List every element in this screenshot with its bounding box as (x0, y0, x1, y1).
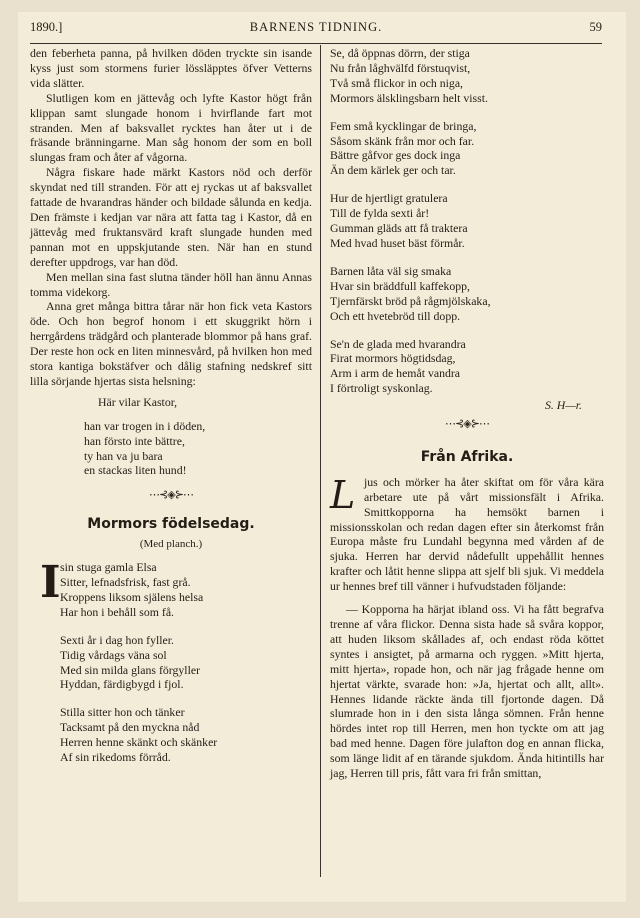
story-paragraph: Men mellan sina fast slutna tänder höll han ännu Annas tomma videkorg. (30, 269, 312, 299)
poem-line: Hyddan, färdigbygd i fjol. (60, 677, 184, 692)
poem-line: Två små flickor in och niga, (330, 75, 464, 90)
poem-line: Än dem kärlek ger och tar. (330, 163, 456, 178)
poem-body (30, 557, 312, 765)
left-column (30, 46, 312, 778)
poem-line: Nu från låghvälfd förstuqvist, (330, 60, 471, 75)
poem-stanza (60, 705, 312, 765)
poem-line: Se, då öppnas dörrn, der stiga (330, 46, 470, 60)
poem-signature: S. H—r. (544, 398, 582, 413)
poem-line: Kroppens liksom själens helsa (60, 589, 204, 604)
drop-cap-initial: L (330, 472, 356, 517)
newspaper-page (18, 12, 626, 902)
poem-line: Se'n de glada med hvarandra (330, 336, 466, 351)
drop-cap-initial: I (40, 557, 61, 609)
epitaph-line: en stackas liten hund! (84, 463, 187, 478)
poem-line: Hvar sin bräddfull kaffekopp, (330, 278, 470, 293)
poem-line: Stilla sitter hon och tänker (60, 705, 185, 720)
poem-line: Fem små kycklingar de bringa, (330, 118, 477, 133)
poem-line: Med hvad huset bäst förmår. (330, 235, 465, 250)
page-header (30, 20, 602, 40)
poem-title: Mormors födelsedag. (87, 516, 255, 533)
poem-line: Mormors älsklingsbarn helt visst. (330, 90, 488, 105)
poem-line: Till de fylda sexti år! (330, 206, 430, 221)
poem-stanza (330, 46, 604, 106)
poem-line: Och ett hvetebröd till dopp. (330, 308, 461, 323)
poem-stanza (330, 119, 604, 179)
poem-line: Sitter, lefnadsfrisk, fast grå. (60, 575, 191, 589)
page-number: 59 (589, 20, 602, 34)
poem-line: Med sin milda glans förgyller (60, 662, 201, 677)
poem-stanza (330, 264, 604, 324)
poem-stanza (60, 633, 312, 693)
poem-stanza (330, 337, 604, 397)
epitaph-line: ty han va ju bara (84, 448, 163, 463)
poem-line: Såsom skänk från mor och far. (330, 133, 475, 148)
story-paragraph: Slutligen kom en jättevåg och lyfte Kastor högt från klippan samt slungade honom i hvirflande fart mot stranden. Men af baksvallet rycktes han åter ut i de fräsande bränningarne. Man såg honom der som en boll slungas fram och åter af vågorna. (30, 90, 312, 165)
ornament-divider: ⋯⊰◈⊱⋯ (445, 418, 489, 431)
poem-line: Tacksamt på den myckna nåd (60, 720, 200, 735)
poem-line: Tidig vårdags väna sol (60, 647, 167, 662)
epitaph-line: han försto inte bättre, (84, 433, 185, 448)
poem-line: Herren henne skänkt och skänker (60, 735, 218, 750)
article-title: Från Afrika. (420, 448, 514, 465)
column-divider (320, 45, 321, 877)
poem-subtitle: (Med planch.) (139, 538, 203, 551)
header-year: 1890.] (30, 20, 63, 34)
epitaph-line: Här vilar Kastor, (98, 394, 178, 409)
epitaph-line: han var trogen in i döden, (84, 418, 206, 433)
publication-title: BARNENS TIDNING. (249, 20, 383, 34)
ornament-divider: ⋯⊰◈⊱⋯ (149, 489, 193, 502)
poem-stanza (60, 560, 312, 620)
article-intro-text: jus och mörker ha åter skiftat om för våra kära arbetare ute på vårt missionsfält i Afrika. Smittkopporna ha hemsökt barnen i missionsskolan och redan dagen efter sin återkomst från Europa måste fru Lundahl begynna med vården af de sjuka. Herren har dervid nådefullt uppehållit hennes krafter och låtit henne slippa att sjelf bli sjuk. Vi meddela ur hennes bref till vänner i hufvudstaden följande: (330, 474, 604, 594)
story-paragraph: Anna gret många bittra tårar när hon fick veta Kastors öde. Och hon begrof honom i ett skuggrikt hörn i herrgårdens trädgård och planterade blommor på hans graf. Der reste hon ock en liten minnesvård, på hvilken hon med stora kantiga bokstäfver och dålig stafning nedskref sitt lilla sörjande hjertas sista helsning: (30, 299, 312, 388)
poem-line: Tjernfärskt bröd på rågmjölskaka, (330, 293, 491, 308)
poem-line: Gumman gläds att få traktera (330, 221, 468, 236)
article-intro (330, 472, 604, 594)
poem-line: Af sin rikedoms förråd. (60, 750, 171, 765)
header-rule (30, 43, 602, 44)
right-column (330, 46, 604, 781)
poem-line: I förtroligt syskonlag. (330, 381, 433, 396)
poem-line: Barnen låta väl sig smaka (330, 263, 452, 278)
poem-line: sin stuga gamla Elsa (60, 560, 157, 575)
poem-line: Arm i arm de hemåt vandra (330, 366, 461, 381)
poem-stanza (330, 191, 604, 251)
poem-line: Har hon i behåll som få. (60, 604, 175, 619)
poem-line: Sexti år i dag hon fyller. (60, 632, 175, 647)
poem-line: Firat mormors högtidsdag, (330, 351, 456, 366)
poem-line: Hur de hjertligt gratulera (330, 191, 448, 206)
epitaph (84, 395, 312, 479)
poem-line: Bättre gåfvor ges dock inga (330, 148, 461, 163)
story-paragraph: den feberheta panna, på hvilken döden tryckte sin isande kyss just som stormens furier lössläpptes öfver Vetterns vida slätter. (30, 46, 312, 90)
story-paragraph: Några fiskare hade märkt Kastors nöd och derför skyndat ned till stranden. För att ej ryckas ut af baksvallet fattade de hvarandras händer och bildade sålunda en kedja. Den främste i kedjan var nära att fatta tag i Kastor, då en jättevåg med fruktansvärd kraft slungade hunden med pannan mot en uppskjutande sten. När han en stund derefter uppdrogs, var han död. (30, 165, 312, 269)
article-paragraph: — Kopporna ha härjat ibland oss. Vi ha fått begrafva trenne af våra flickor. Denna sista hade så svåra koppor, att huden liksom skållades af, och endast röda köttet syntes i ansigtet, på armarna och ryggen. »Mitt hjerta, mitt hjerta», ropade hon, och när jag frågade henne om hjertat värkte, svarade hon: »Ja, hjertat och allt, allt». Hennes lidande räckte ända till fjortonde dagen. Då slumrade hon in i den sista långa sömnen. Från henne hördes intet rop till Herren, men hon tyckte om att jag bad med henne. Dagen före julafton dog en annan flicka, som länge lidit af en tärande sjukdom. Ända hitintills har jag, Herren till pris, fått vara fri från smittan, (330, 602, 604, 781)
